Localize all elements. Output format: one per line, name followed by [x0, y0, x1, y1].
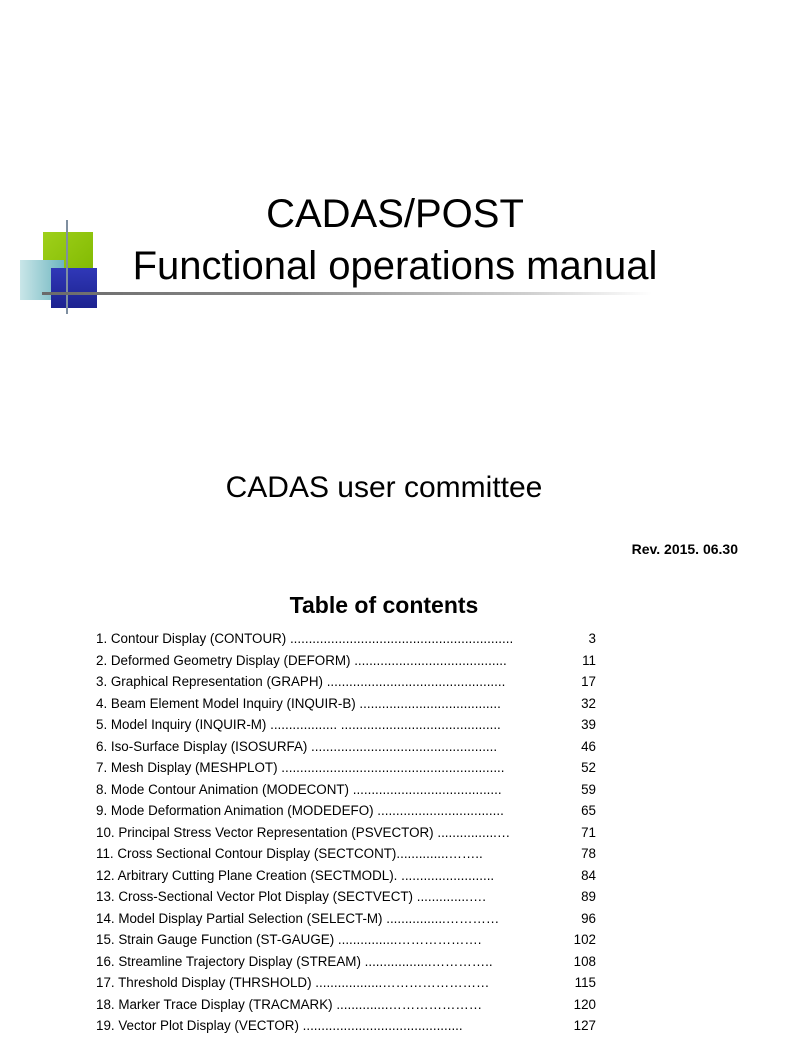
toc-entry-label: 14. Model Display Partial Selection (SELECT-M) ................………… — [96, 910, 500, 926]
toc-entry-page-number: 65 — [581, 803, 596, 818]
committee-name: CADAS user committee — [225, 471, 543, 504]
toc-entry-label: 3. Graphical Representation (GRAPH) ................................................ — [96, 674, 506, 689]
toc-entry — [96, 929, 616, 951]
toc-entry — [96, 908, 616, 930]
table-of-contents — [96, 628, 616, 1037]
toc-entry — [96, 650, 616, 672]
toc-entry-label: 1. Contour Display (CONTOUR) ............................................................ — [96, 631, 514, 646]
toc-entry-label: 5. Model Inquiry (INQUIR-M) .................. ........................................... — [96, 717, 501, 732]
toc-entry-page-number: 39 — [581, 717, 596, 732]
toc-entry-label: 4. Beam Element Model Inquiry (INQUIR-B) ...................................... — [96, 695, 501, 711]
toc-entry-label: 10. Principal Stress Vector Representation (PSVECTOR) ................… — [96, 824, 511, 840]
toc-entry-label: 18. Marker Trace Display (TRACMARK) ..............………………… — [96, 996, 483, 1012]
toc-entry — [96, 951, 616, 973]
toc-entry-page-number: 102 — [573, 932, 596, 947]
horizontal-rule — [42, 292, 652, 295]
toc-entry-label: 17. Threshold Display (THRSHOLD) ..................…………………… — [96, 975, 490, 990]
toc-entry-label: 13. Cross-Sectional Vector Plot Display (SECTVECT) ..............…. — [96, 889, 486, 904]
toc-entry-page-number: 89 — [581, 889, 596, 904]
toc-entry-page-number: 46 — [581, 738, 596, 754]
toc-entry-page-number: 84 — [581, 867, 596, 883]
toc-entry — [96, 714, 616, 736]
toc-entry-page-number: 115 — [574, 975, 596, 990]
toc-entry-label: 6. Iso-Surface Display (ISOSURFA) .................................................. — [96, 738, 498, 754]
revision-label: Rev. 2015. 06.30 — [631, 541, 738, 557]
toc-entry-page-number: 59 — [581, 781, 596, 797]
toc-entry-page-number: 17 — [581, 674, 596, 689]
toc-entry — [96, 994, 616, 1016]
toc-entry-page-number: 3 — [588, 631, 596, 646]
toc-entry-page-number: 52 — [581, 760, 596, 775]
toc-entry-page-number: 78 — [581, 846, 596, 861]
toc-entry — [96, 671, 616, 693]
toc-heading: Table of contents — [289, 592, 479, 618]
toc-entry-label: 16. Streamline Trajectory Display (STREAM) ..................………….. — [96, 953, 493, 969]
toc-entry-page-number: 71 — [581, 824, 596, 840]
toc-entry — [96, 779, 616, 801]
toc-entry — [96, 800, 616, 822]
toc-entry-label: 12. Arbitrary Cutting Plane Creation (SECTMODL). ......................... — [96, 867, 495, 883]
toc-entry-label: 19. Vector Plot Display (VECTOR) ........................................... — [96, 1018, 463, 1033]
toc-entry — [96, 757, 616, 779]
toc-entry-label: 11. Cross Sectional Contour Display (SECTCONT)..............…….. — [96, 846, 483, 861]
toc-entry — [96, 628, 616, 650]
toc-entry-page-number: 96 — [581, 910, 596, 926]
toc-entry-label: 2. Deformed Geometry Display (DEFORM) ......................................... — [96, 652, 507, 668]
toc-entry-page-number: 108 — [573, 953, 596, 969]
toc-entry-label: 7. Mesh Display (MESHPLOT) ............................................................ — [96, 760, 505, 775]
toc-entry — [96, 1015, 616, 1037]
toc-entry-page-number: 127 — [573, 1018, 596, 1033]
title-line-2: Functional operations manual — [132, 244, 658, 288]
toc-entry-page-number: 120 — [573, 996, 596, 1012]
toc-entry-label: 15. Strain Gauge Function (ST-GAUGE) ................………………. — [96, 932, 482, 947]
toc-entry — [96, 843, 616, 865]
toc-entry-label: 9. Mode Deformation Animation (MODEDEFO) .................................. — [96, 803, 504, 818]
toc-entry — [96, 886, 616, 908]
toc-entry-label: 8. Mode Contour Animation (MODECONT) ........................................ — [96, 781, 502, 797]
toc-entry — [96, 972, 616, 994]
toc-entry — [96, 822, 616, 844]
toc-entry-page-number: 32 — [581, 695, 596, 711]
toc-entry — [96, 693, 616, 715]
toc-entry — [96, 865, 616, 887]
title-line-1: CADAS/POST — [266, 192, 524, 236]
toc-entry-page-number: 11 — [582, 652, 596, 668]
toc-entry — [96, 736, 616, 758]
